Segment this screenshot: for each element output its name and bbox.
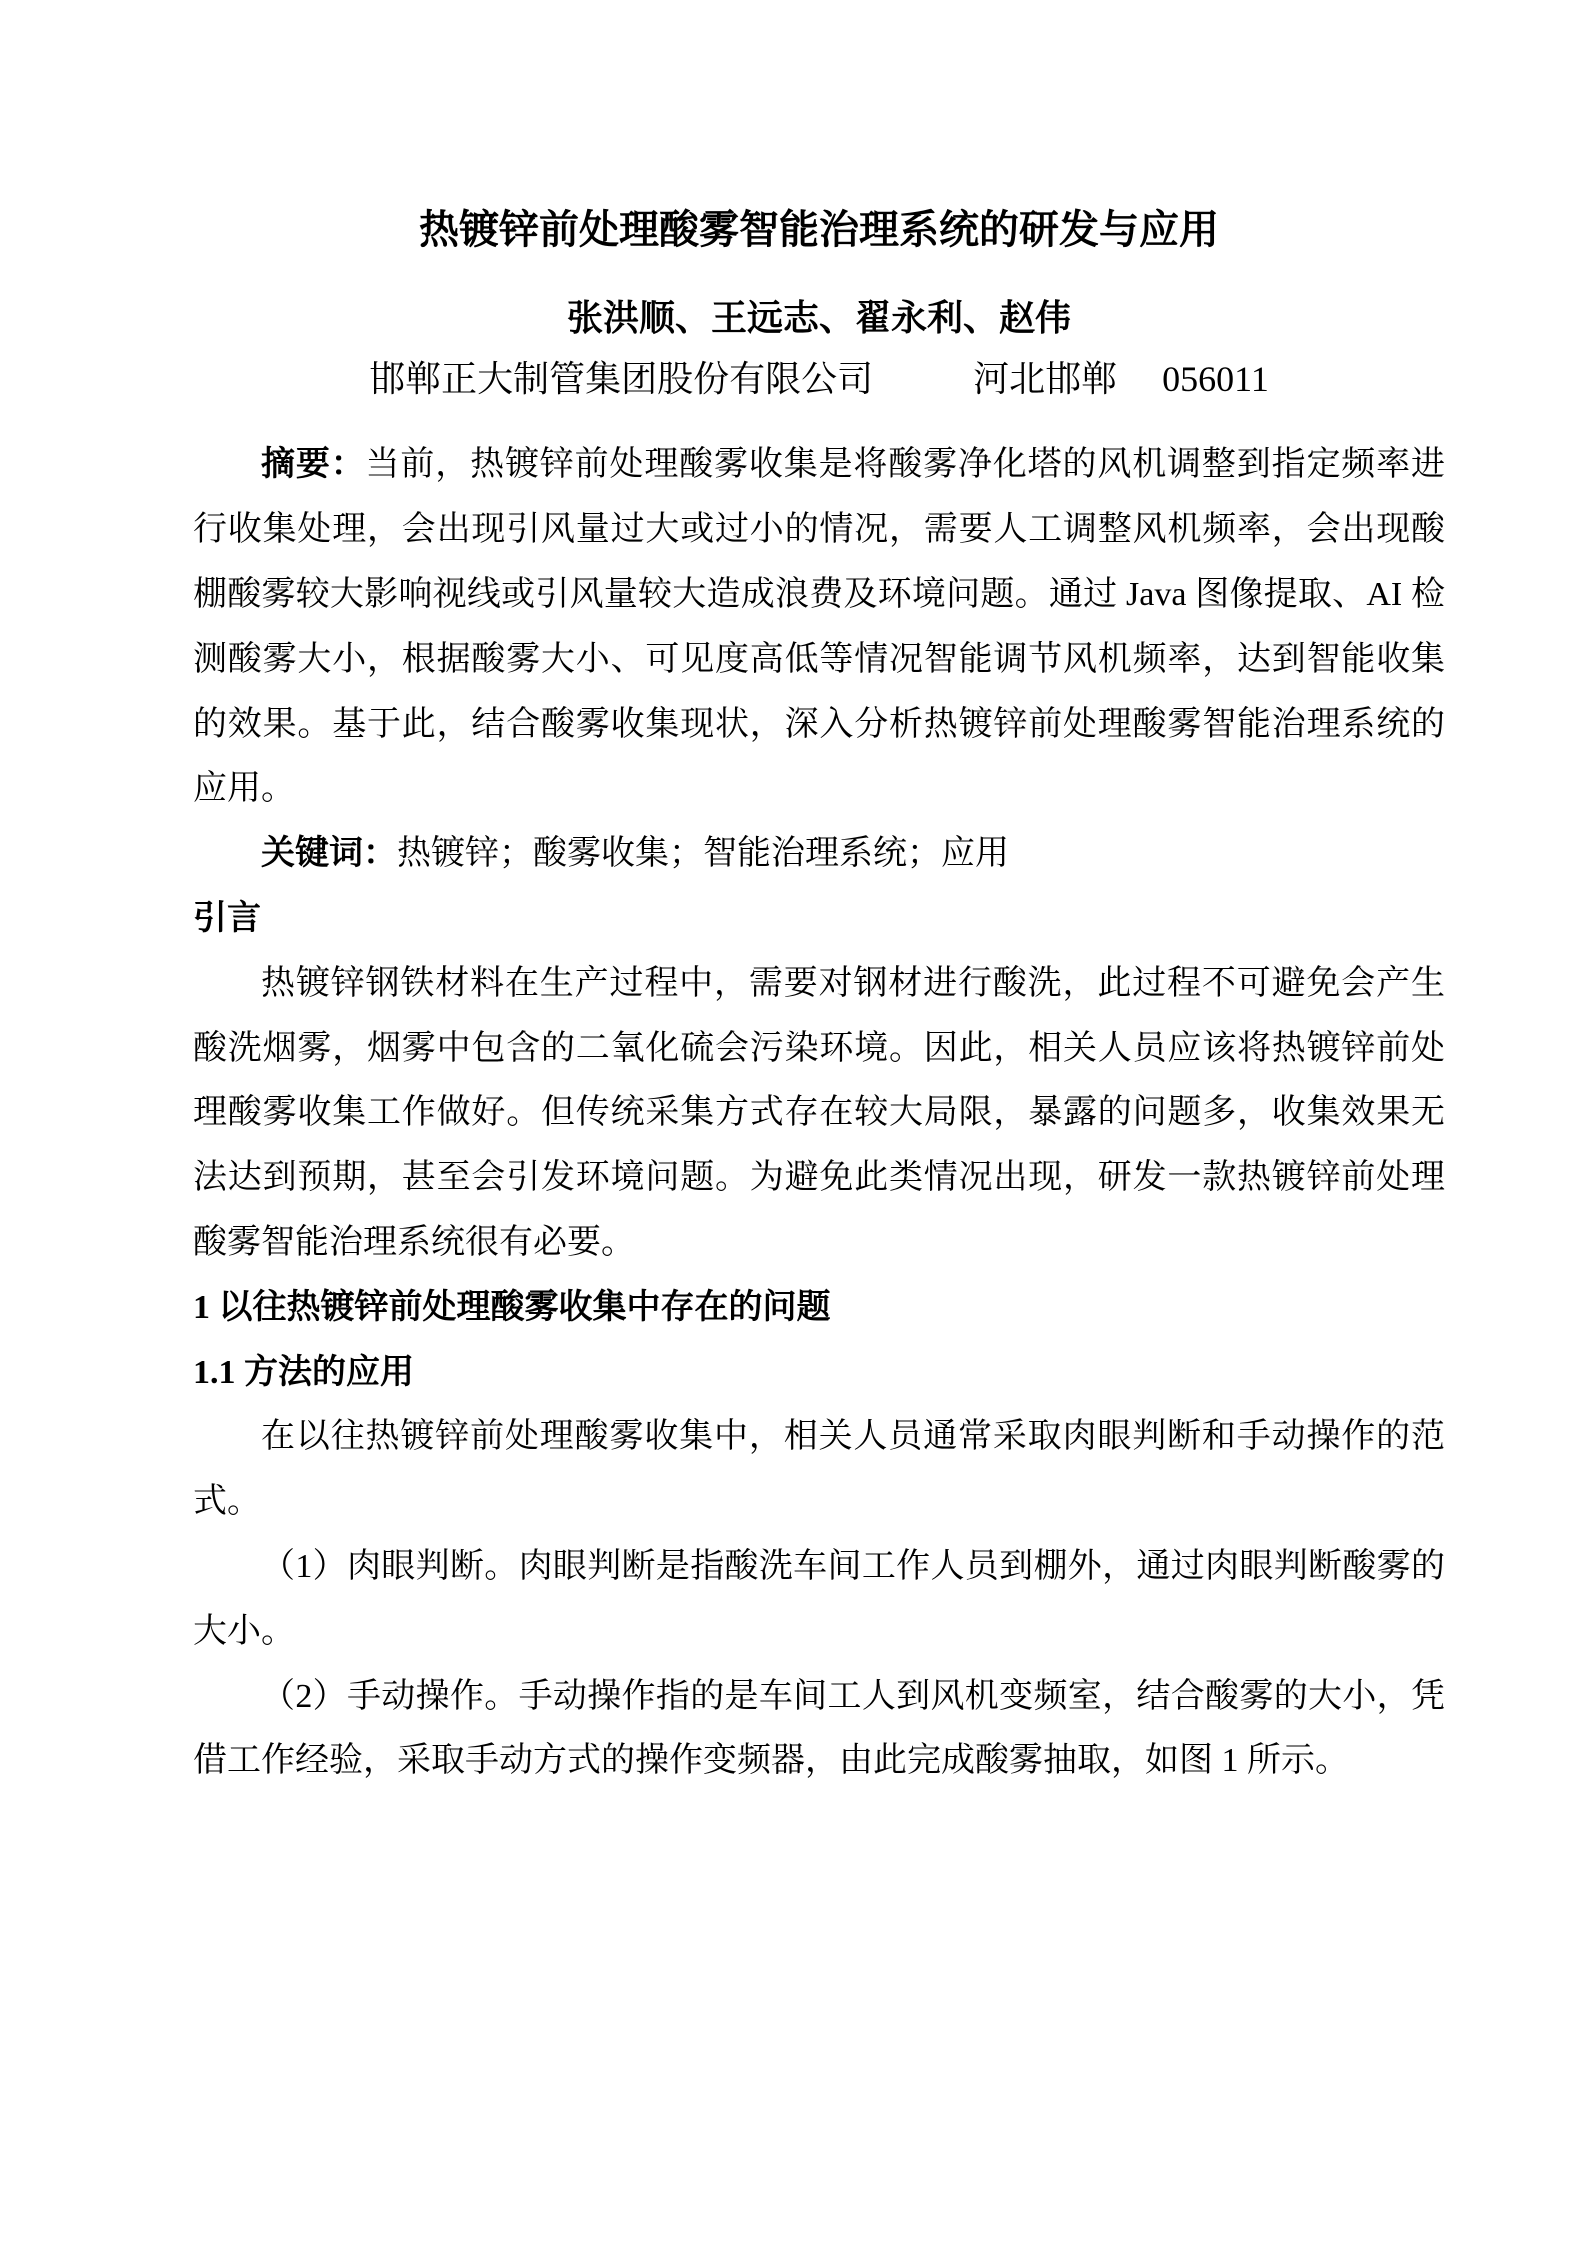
authors-line: 张洪顺、王远志、翟永利、赵伟 — [566, 298, 1071, 338]
paragraph: 热镀锌钢铁材料在生产过程中，需要对钢材进行酸洗，此过程不可避免会产生酸洗烟雾，烟雾中包含的二氧化硫会污染环境。因此，相关人员应该将热镀锌前处理酸雾收集工作做好。但传统采集方式存在较大局限，暴露的问题多，收集效果无法达到预期，甚至会引发环境问题。为避免此类情况出现，研发一款热镀锌前处理酸雾智能治理系统很有必要。 — [193, 964, 1445, 1261]
affiliation-postcode: 056011 — [1162, 359, 1269, 400]
affiliation-line — [193, 358, 1445, 401]
affiliation-company: 邯郸正大制管集团股份有限公司 — [369, 359, 874, 400]
section-heading-intro: 引言 — [193, 899, 261, 937]
paragraph: （2）手动操作。手动操作指的是车间工人到风机变频室，结合酸雾的大小，凭借工作经验，采取手动方式的操作变频器，由此完成酸雾抽取，如图 1 所示。 — [193, 1677, 1445, 1780]
affiliation-region: 河北邯郸 — [973, 359, 1118, 400]
abstract-paragraph — [193, 433, 1445, 822]
keywords-text: 热镀锌；酸雾收集；智能治理系统；应用 — [397, 835, 1009, 873]
keywords-paragraph — [193, 822, 1445, 887]
section-heading-1-1: 1.1 方法的应用 — [193, 1353, 414, 1391]
paragraph: （1）肉眼判断。肉眼判断是指酸洗车间工作人员到棚外，通过肉眼判断酸雾的大小。 — [193, 1547, 1445, 1650]
document-body — [193, 433, 1445, 1794]
page-title: 热镀锌前处理酸雾智能治理系统的研发与应用 — [419, 207, 1219, 252]
paragraph: 在以往热镀锌前处理酸雾收集中，相关人员通常采取肉眼判断和手动操作的范式。 — [193, 1418, 1445, 1521]
keywords-label: 关键词： — [261, 835, 397, 873]
abstract-label: 摘要： — [261, 446, 366, 484]
section-heading-1: 1 以往热镀锌前处理酸雾收集中存在的问题 — [193, 1288, 831, 1326]
abstract-text: 当前，热镀锌前处理酸雾收集是将酸雾净化塔的风机调整到指定频率进行收集处理，会出现引风量过大或过小的情况，需要人工调整风机频率，会出现酸棚酸雾较大影响视线或引风量较大造成浪费及环境问题。通过 Java 图像提取、AI 检测酸雾大小，根据酸雾大小、可见度高低等情况智能调节风机频率，达到智能收集的效果。基于此，结合酸雾收集现状，深入分析热镀锌前处理酸雾智能治理系统的应用。 — [193, 446, 1445, 808]
